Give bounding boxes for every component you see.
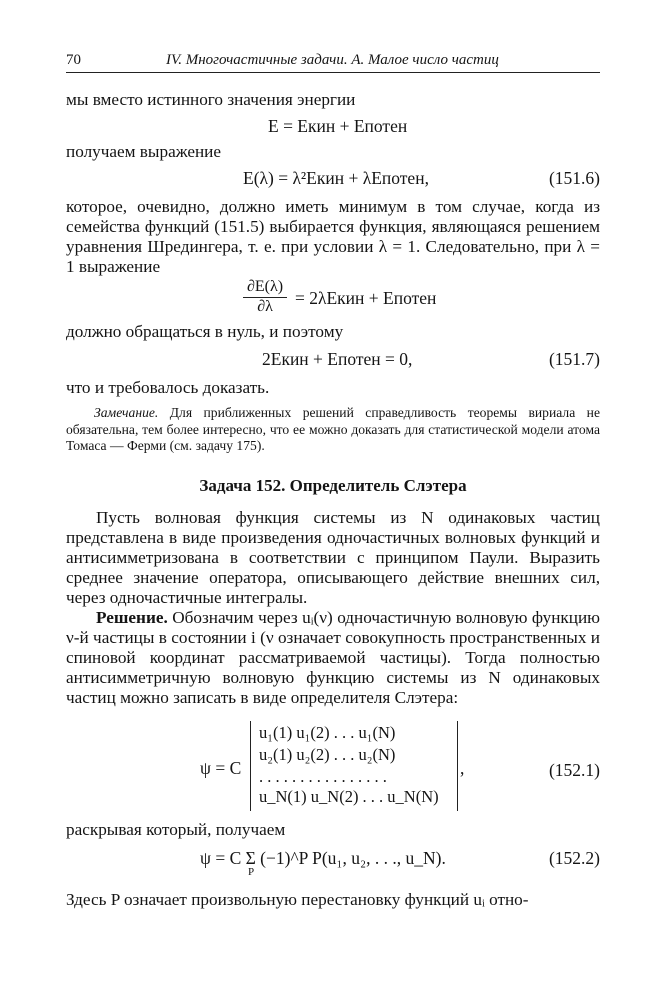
solution-text: Обозначим через uᵢ(ν) одночастичную волновую функцию ν-й частицы в состоянии i (ν означает совокупность пространственных и спиновой координат рассматриваемой частицы). Тогда полностью антисимметричную волновую функцию системы из N одинаковых частиц можно записать в виде определителя Слэтера: — [66, 608, 600, 707]
equation-151-6: E(λ) = λ²Eкин + λEпотен, — [243, 168, 429, 188]
equation-number: (152.2) — [548, 848, 600, 868]
text-line: мы вместо истинного значения энергии — [66, 90, 356, 109]
page-number: 70 — [66, 52, 81, 68]
equation-number: (151.7) — [548, 349, 600, 369]
equation-152-2: ψ = C Σ (−1)^P P(u₁, u₂, . . ., u_N). — [200, 848, 446, 868]
text-line: что и требовалось доказать. — [66, 378, 270, 397]
equation-number: (151.6) — [548, 168, 600, 188]
text-line: получаем выражение — [66, 142, 221, 161]
determinant-row: . . . . . . . . . . . . . . . . — [259, 767, 387, 786]
sum-index: P — [248, 866, 255, 878]
fraction-numerator: ∂E(λ) — [243, 278, 287, 298]
equation-comma: , — [460, 758, 465, 778]
fraction-denominator: ∂λ — [257, 298, 273, 315]
equation-number: (152.1) — [548, 760, 600, 780]
derivative-fraction — [243, 278, 287, 316]
remark-text: Для приближенных решений справедливость теоремы вириала не обязательна, тем более интересно, что ее можно доказать для статистической модели атома Томаса — Ферми (см. задачу 175). — [66, 405, 600, 453]
solution-paragraph — [66, 608, 600, 708]
running-title: IV. Многочастичные задачи. А. Малое число частиц — [166, 52, 499, 68]
determinant-row: u₁(1) u₁(2) . . . u₁(N) — [259, 723, 396, 742]
slater-determinant — [250, 721, 458, 811]
problem-statement: Пусть волновая функция системы из N одинаковых частиц представлена в виде произведения одночастичных волновых функций и антисимметризована в соответствии с принципом Паули. Выразить среднее значение оператора, описывающего действие внешних сил, через одночастичные интегралы. — [66, 508, 600, 607]
paragraph: которое, очевидно, должно иметь минимум в том случае, когда из семейства функций (151.5) выбирается функция, являющаяся решением уравнения Шредингера, т. е. при условии λ = 1. Следовательно, при λ = 1 выражение — [66, 197, 600, 276]
remark-label: Замечание. — [94, 405, 159, 420]
equation-derivative: = 2λEкин + Eпотен — [295, 288, 437, 308]
text-line: должно обращаться в нуль, и поэтому — [66, 322, 344, 341]
problem-title: Задача 152. Определитель Слэтера — [199, 476, 467, 495]
running-header — [66, 52, 600, 73]
equation-151-7: 2Eкин + Eпотен = 0, — [262, 349, 413, 369]
determinant-row: u₂(1) u₂(2) . . . u₂(N) — [259, 745, 396, 764]
remark — [66, 405, 600, 455]
solution-label: Решение. — [96, 608, 168, 627]
text-line: раскрывая который, получаем — [66, 820, 286, 839]
equation-psi-lhs: ψ = C — [200, 758, 242, 778]
determinant-row: u_N(1) u_N(2) . . . u_N(N) — [259, 787, 439, 806]
text-line: Здесь P означает произвольную перестановку функций uᵢ отно- — [66, 890, 529, 909]
equation-average-energy: E = Eкин + Eпотен — [268, 116, 408, 136]
